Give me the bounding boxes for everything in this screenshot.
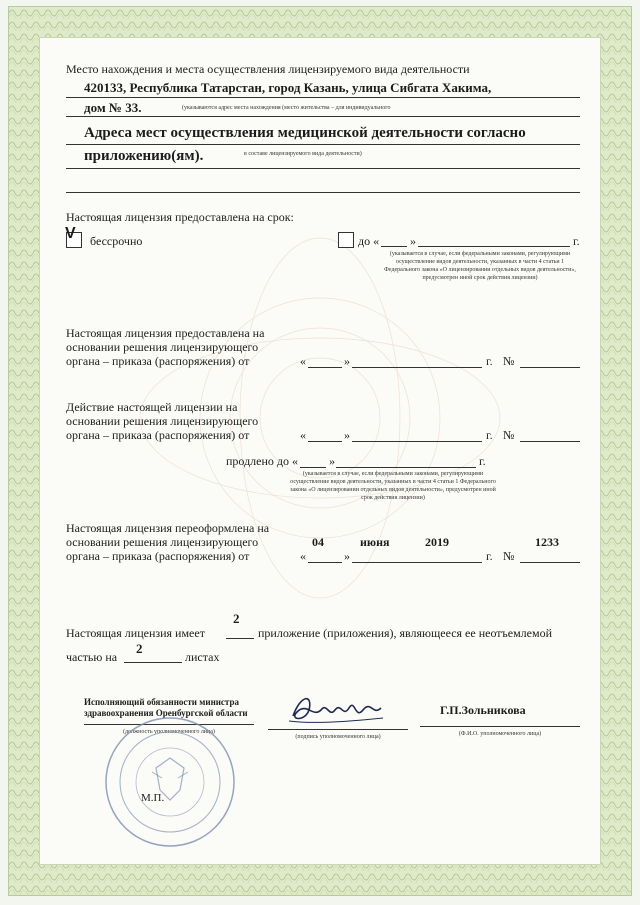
appendix-line2-after: листах xyxy=(185,650,220,664)
official-title-line-2: здравоохранения Оренбургской области xyxy=(84,708,248,718)
granted-close-quote: » xyxy=(344,354,350,368)
reissued-number-line xyxy=(520,562,580,563)
activity-underline-3 xyxy=(66,192,580,193)
address-line-2: дом № 33. xyxy=(84,100,142,115)
term-label: Настоящая лицензия предоставлена на срок: xyxy=(66,210,294,224)
location-label: Место нахождения и места осуществления лицензируемого вида деятельности xyxy=(66,62,470,76)
reissued-line-1: Настоящая лицензия переоформлена на xyxy=(66,521,270,535)
appendix-count-line xyxy=(226,638,254,639)
extended-line-3: органа – приказа (распоряжения) от xyxy=(66,428,250,442)
reissued-close-quote: » xyxy=(344,549,350,563)
official-name: Г.П.Зольникова xyxy=(440,703,526,717)
checkbox-mark: V xyxy=(65,225,76,242)
extended-line-1: Действие настоящей лицензии на xyxy=(66,400,238,414)
reissued-line-3: органа – приказа (распоряжения) от xyxy=(66,549,250,563)
unlimited-checkbox[interactable] xyxy=(65,225,82,248)
address-hint: (указываются адрес места нахождения (место жительства – для индивидуального xyxy=(182,105,391,111)
granted-open-quote: « xyxy=(300,354,306,368)
until-checkbox[interactable] xyxy=(338,232,354,248)
address-underline-2 xyxy=(66,116,580,117)
name-line xyxy=(420,726,580,727)
official-title-line-1: Исполняющий обязанности министра xyxy=(84,697,239,707)
stamp-label: М.П. xyxy=(141,792,165,804)
until-label: до « xyxy=(358,234,380,248)
address-underline-1 xyxy=(66,97,580,98)
until-year-suffix: г. xyxy=(573,234,580,248)
until-date-line xyxy=(418,246,570,247)
extended-year-suffix: г. xyxy=(486,428,493,442)
signature-line xyxy=(268,729,408,730)
official-stamp xyxy=(100,712,240,852)
activity-underline-1 xyxy=(66,144,580,145)
reissued-line-2: основании решения лицензирующего xyxy=(66,535,259,549)
until-close-quote: » xyxy=(410,234,416,248)
handwritten-signature xyxy=(283,688,393,733)
until-day-line xyxy=(381,246,407,247)
extended-until-close-quote: » xyxy=(329,454,335,468)
extended-date-line xyxy=(352,441,482,442)
granted-line-3: органа – приказа (распоряжения) от xyxy=(66,354,250,368)
granted-year-suffix: г. xyxy=(486,354,493,368)
name-hint: (Ф.И.О. уполномоченного лица) xyxy=(458,731,542,737)
official-hint: (должность уполномоченного лица) xyxy=(123,729,215,735)
granted-number-line xyxy=(520,367,580,368)
extended-until-day-line xyxy=(300,467,326,468)
extended-until-date-line xyxy=(336,467,476,468)
appendix-text-after: приложение (приложения), являющееся ее неотъемлемой xyxy=(258,626,552,640)
reissued-number-label: № xyxy=(503,549,515,563)
reissued-open-quote: « xyxy=(300,549,306,563)
granted-line-1: Настоящая лицензия предоставлена на xyxy=(66,326,265,340)
unlimited-label: бессрочно xyxy=(90,234,143,248)
extended-number-label: № xyxy=(503,428,515,442)
term-note: (указывается в случае, если федеральными законами, регулирующими осуществление видов деятельности, указанных в части 4 статьи 1 Федерального закона «О лицензировании отдельных видов деятельности», предусмотрен иной срок действия лицензии) xyxy=(384,251,576,281)
activity-hint: в составе лицензируемого вида деятельности) xyxy=(244,151,362,157)
activity-underline-2 xyxy=(66,168,580,169)
extended-open-quote: « xyxy=(300,428,306,442)
extended-line-2: основании решения лицензирующего xyxy=(66,414,259,428)
extended-day-line xyxy=(308,441,342,442)
extended-number-line xyxy=(520,441,580,442)
reissued-day-line xyxy=(308,562,342,563)
extended-until-year-suffix: г. xyxy=(479,454,486,468)
appendix-count: 2 xyxy=(233,611,240,626)
appendix-pages: 2 xyxy=(136,641,143,656)
reissued-number: 1233 xyxy=(535,535,559,549)
reissued-day: 04 xyxy=(312,535,324,549)
reissued-year-suffix: г. xyxy=(486,549,493,563)
reissued-year: 2019 xyxy=(425,535,449,549)
signature-hint: (подпись уполномоченного лица) xyxy=(295,734,381,740)
address-line-1: 420133, Республика Татарстан, город Казань, улица Сибгата Хакима, xyxy=(84,80,492,95)
granted-day-line xyxy=(308,367,342,368)
granted-line-2: основании решения лицензирующего xyxy=(66,340,259,354)
reissued-month: июня xyxy=(360,535,390,549)
activity-line-2: приложению(ям). xyxy=(84,148,204,164)
extended-note: (указывается в случае, если федеральными законами, регулирующими осуществление видов деятельности, указанных в части 4 статьи 1 Федерального закона «О лицензировании отдельных видов деятельности», предусмотрен иной срок действия лицензии) xyxy=(290,471,496,501)
granted-number-label: № xyxy=(503,354,515,368)
appendix-line2-before: частью на xyxy=(66,650,118,664)
activity-line-1: Адреса мест осуществления медицинской деятельности согласно xyxy=(84,125,526,141)
granted-date-line xyxy=(352,367,482,368)
reissued-date-line xyxy=(352,562,482,563)
extended-close-quote: » xyxy=(344,428,350,442)
appendix-pages-line xyxy=(124,662,182,663)
appendix-text-before: Настоящая лицензия имеет xyxy=(66,626,205,640)
extended-until-label: продлено до « xyxy=(226,454,299,468)
